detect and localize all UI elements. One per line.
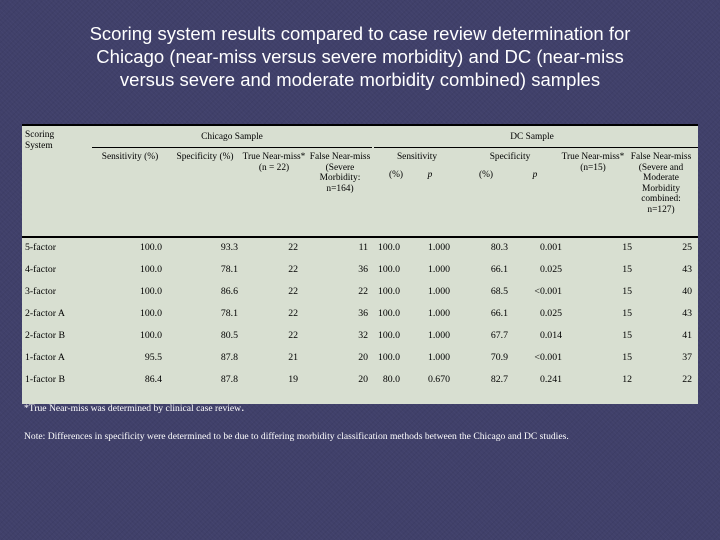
- cell-dc-true: 12: [622, 374, 632, 385]
- cell-dc-spec-p: 0.014: [539, 330, 562, 341]
- slide-title: [20, 22, 700, 91]
- header-dc-sens-pct: (%): [388, 170, 404, 180]
- cell-dc-sens: 100.0: [377, 308, 400, 319]
- header-dc-true: True Near-miss* (n=15): [561, 152, 625, 173]
- cell-label: 5-factor: [25, 242, 57, 253]
- cell-chi-false: 22: [358, 286, 368, 297]
- cell-chi-spec: 87.8: [220, 374, 238, 385]
- cell-dc-sens-p: 0.670: [427, 374, 450, 385]
- cell-dc-sens-p: 1.000: [427, 352, 450, 363]
- cell-dc-false: 40: [682, 286, 692, 297]
- header-chicago-sample: Chicago Sample: [201, 132, 263, 142]
- cell-chi-sens: 95.5: [144, 352, 162, 363]
- cell-label: 2-factor B: [25, 330, 65, 341]
- cell-dc-spec: 66.1: [490, 308, 508, 319]
- cell-dc-false: 22: [682, 374, 692, 385]
- cell-dc-spec-p: 0.001: [539, 242, 562, 253]
- header-scoring-system: Scoring System: [25, 130, 55, 151]
- title-line-1: Scoring system results compared to case review determination for: [89, 23, 631, 44]
- header-chi-sensitivity: Sensitivity (%): [101, 152, 159, 162]
- cell-dc-sens-p: 1.000: [427, 330, 450, 341]
- cell-dc-spec-p: <0.001: [534, 286, 562, 297]
- cell-dc-spec: 66.1: [490, 264, 508, 275]
- rule-chicago-group: [92, 147, 372, 148]
- cell-chi-true: 22: [288, 286, 298, 297]
- table-row: [22, 369, 698, 390]
- cell-dc-sens: 100.0: [377, 352, 400, 363]
- cell-dc-false: 43: [682, 264, 692, 275]
- table-row: [22, 259, 698, 280]
- cell-dc-spec: 67.7: [490, 330, 508, 341]
- cell-chi-false: 11: [358, 242, 368, 253]
- cell-label: 2-factor A: [25, 308, 65, 319]
- header-chi-true: True Near-miss* (n = 22): [242, 152, 306, 173]
- cell-dc-sens-p: 1.000: [427, 242, 450, 253]
- results-table: [22, 124, 698, 404]
- cell-chi-sens: 100.0: [139, 242, 162, 253]
- cell-chi-spec: 87.8: [220, 352, 238, 363]
- header-dc-sens-p: p: [427, 170, 433, 180]
- cell-chi-sens: 100.0: [139, 286, 162, 297]
- cell-chi-false: 36: [358, 308, 368, 319]
- cell-dc-sens: 100.0: [377, 264, 400, 275]
- cell-chi-sens: 86.4: [144, 374, 162, 385]
- cell-dc-true: 15: [622, 242, 632, 253]
- cell-dc-sens-p: 1.000: [427, 308, 450, 319]
- cell-chi-true: 22: [288, 330, 298, 341]
- header-dc-sample: DC Sample: [510, 132, 554, 142]
- footnote: [24, 401, 244, 415]
- cell-chi-spec: 78.1: [220, 264, 238, 275]
- cell-chi-true: 22: [288, 308, 298, 319]
- table-row: [22, 303, 698, 324]
- cell-dc-true: 15: [622, 352, 632, 363]
- cell-dc-spec-p: 0.241: [539, 374, 562, 385]
- footnote-text: *True Near-miss was determined by clinical case review: [24, 403, 242, 414]
- cell-dc-spec-p: <0.001: [534, 352, 562, 363]
- cell-chi-true: 19: [288, 374, 298, 385]
- cell-chi-false: 32: [358, 330, 368, 341]
- cell-chi-sens: 100.0: [139, 264, 162, 275]
- cell-label: 1-factor A: [25, 352, 65, 363]
- header-dc-specificity: Specificity: [489, 152, 531, 162]
- title-line-2: Chicago (near-miss versus severe morbidity) and DC (near-miss: [96, 46, 624, 67]
- cell-dc-false: 25: [682, 242, 692, 253]
- cell-dc-spec-p: 0.025: [539, 308, 562, 319]
- cell-dc-spec: 68.5: [490, 286, 508, 297]
- cell-chi-true: 22: [288, 264, 298, 275]
- rule-top: [22, 124, 698, 126]
- cell-chi-spec: 80.5: [220, 330, 238, 341]
- cell-chi-spec: 78.1: [220, 308, 238, 319]
- cell-dc-true: 15: [622, 286, 632, 297]
- cell-dc-true: 15: [622, 264, 632, 275]
- cell-dc-sens: 80.0: [382, 374, 400, 385]
- cell-dc-spec-p: 0.025: [539, 264, 562, 275]
- header-chi-false: False Near-miss (Severe Morbidity: n=164): [309, 152, 371, 194]
- cell-dc-spec: 70.9: [490, 352, 508, 363]
- cell-dc-false: 37: [682, 352, 692, 363]
- cell-label: 1-factor B: [25, 374, 65, 385]
- header-dc-false: False Near-miss (Severe and Moderate Morbidity combined: n=127): [630, 152, 692, 215]
- cell-dc-false: 41: [682, 330, 692, 341]
- cell-chi-sens: 100.0: [139, 308, 162, 319]
- rule-dc-group: [374, 147, 698, 148]
- cell-chi-spec: 86.6: [220, 286, 238, 297]
- table-row: [22, 347, 698, 368]
- cell-chi-sens: 100.0: [139, 330, 162, 341]
- header-dc-sensitivity: Sensitivity: [396, 152, 438, 162]
- header-chi-specificity: Specificity (%): [176, 152, 234, 162]
- cell-chi-false: 36: [358, 264, 368, 275]
- cell-label: 4-factor: [25, 264, 57, 275]
- cell-dc-false: 43: [682, 308, 692, 319]
- cell-dc-sens-p: 1.000: [427, 264, 450, 275]
- cell-chi-true: 22: [288, 242, 298, 253]
- header-dc-spec-p: p: [532, 170, 538, 180]
- table-row: [22, 237, 698, 258]
- cell-dc-sens: 100.0: [377, 242, 400, 253]
- table-row: [22, 325, 698, 346]
- cell-dc-sens: 100.0: [377, 330, 400, 341]
- header-dc-spec-pct: (%): [478, 170, 494, 180]
- cell-label: 3-factor: [25, 286, 57, 297]
- cell-dc-spec: 80.3: [490, 242, 508, 253]
- cell-dc-sens-p: 1.000: [427, 286, 450, 297]
- footnote-period: .: [241, 399, 245, 414]
- table-row: [22, 281, 698, 302]
- cell-dc-true: 15: [622, 308, 632, 319]
- cell-dc-spec: 82.7: [490, 374, 508, 385]
- cell-chi-true: 21: [288, 352, 298, 363]
- specificity-note: Note: Differences in specificity were determined to be due to differing morbidity classification methods between the Chicago and DC studies.: [24, 431, 569, 442]
- cell-dc-true: 15: [622, 330, 632, 341]
- cell-chi-spec: 93.3: [220, 242, 238, 253]
- cell-chi-false: 20: [358, 374, 368, 385]
- title-line-3: versus severe and moderate morbidity combined) samples: [119, 69, 601, 90]
- cell-chi-false: 20: [358, 352, 368, 363]
- cell-dc-sens: 100.0: [377, 286, 400, 297]
